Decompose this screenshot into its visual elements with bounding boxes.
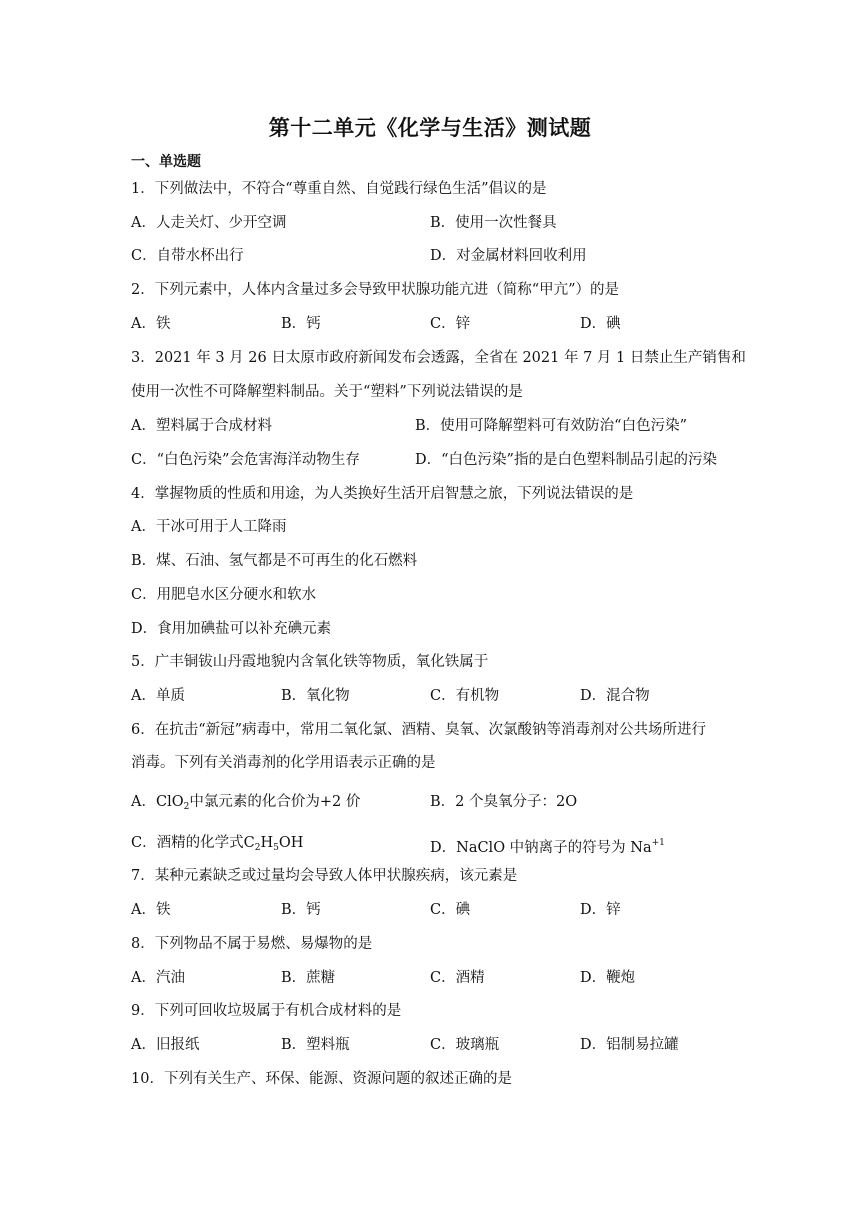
question-8-option-a: A．汽油 bbox=[131, 970, 185, 986]
question-6-stem-line-2: 消毒。下列有关消毒剂的化学用语表示正确的是 bbox=[131, 755, 436, 771]
question-5-option-b: B．氧化物 bbox=[281, 688, 350, 704]
question-7-option-c: C．碘 bbox=[430, 902, 471, 918]
question-6-stem-line-1: 6．在抗击“新冠”病毒中，常用二氧化氯、酒精、臭氧、次氯酸钠等消毒剂对公共场所进行 bbox=[131, 722, 707, 738]
question-9-option-c: C．玻璃瓶 bbox=[430, 1037, 500, 1053]
question-4-option-a: A．干冰可用于人工降雨 bbox=[131, 519, 287, 535]
question-7-option-a: A．铁 bbox=[131, 902, 171, 918]
question-1-option-b: B．使用一次性餐具 bbox=[430, 215, 557, 231]
question-4-option-b: B．煤、石油、氢气都是不可再生的化石燃料 bbox=[131, 553, 418, 569]
question-2-stem: 2．下列元素中，人体内含量过多会导致甲状腺功能亢进（简称“甲亢”）的是 bbox=[131, 282, 620, 298]
question-6-option-c bbox=[131, 833, 303, 858]
question-2-option-a: A．铁 bbox=[131, 316, 171, 332]
question-6-option-a-label: A． bbox=[131, 794, 156, 810]
question-1-option-a: A．人走关灯、少开空调 bbox=[131, 215, 287, 231]
question-8-stem: 8．下列物品不属于易燃、易爆物的是 bbox=[131, 936, 373, 952]
question-9-option-b: B．塑料瓶 bbox=[281, 1037, 350, 1053]
section-heading: 一、单选题 bbox=[131, 154, 201, 170]
question-3-option-d: D．“白色污染”指的是白色塑料制品引起的污染 bbox=[415, 452, 717, 468]
question-7-option-b: B．钙 bbox=[281, 902, 321, 918]
ethanol-formula-c: C bbox=[243, 835, 255, 851]
ethanol-formula-oh: OH bbox=[278, 835, 304, 851]
question-9-option-d: D．铝制易拉罐 bbox=[580, 1037, 679, 1053]
question-9-stem: 9．下列可回收垃圾属于有机合成材料的是 bbox=[131, 1003, 402, 1019]
charge-superscript: +1 bbox=[651, 838, 665, 848]
formula-subscript: 2 bbox=[183, 802, 190, 812]
question-2-option-c: C．锌 bbox=[430, 316, 471, 332]
question-9-option-a: A．旧报纸 bbox=[131, 1037, 200, 1053]
question-3-stem-line-1: 3．2021 年 3 月 26 日太原市政府新闻发布会透露，全省在 2021 年 7 月 1 日禁止生产销售和 bbox=[131, 350, 746, 366]
question-8-option-d: D．鞭炮 bbox=[580, 970, 636, 986]
question-7-stem: 7．某种元素缺乏或过量均会导致人体甲状腺疾病，该元素是 bbox=[131, 868, 518, 884]
question-6-option-d bbox=[430, 833, 665, 858]
chlorine-dioxide-formula: ClO bbox=[155, 794, 184, 810]
question-6-option-a-text: 中氯元素的化合价为+2 价 bbox=[189, 794, 361, 810]
ethanol-formula-h: H bbox=[260, 835, 274, 851]
question-1-stem: 1．下列做法中，不符合“尊重自然、自觉践行绿色生活”倡议的是 bbox=[131, 181, 547, 197]
question-5-option-d: D．混合物 bbox=[580, 688, 650, 704]
question-3-option-b: B．使用可降解塑料可有效防治“白色污染” bbox=[415, 418, 687, 434]
question-4-option-c: C．用肥皂水区分硬水和软水 bbox=[131, 587, 317, 603]
question-8-option-c: C．酒精 bbox=[430, 970, 485, 986]
question-6-option-c-text: C．酒精的化学式 bbox=[131, 835, 244, 851]
question-10-stem: 10．下列有关生产、环保、能源、资源问题的叙述正确的是 bbox=[131, 1071, 512, 1087]
question-5-stem: 5．广丰铜钹山丹霞地貌内含氧化铁等物质，氧化铁属于 bbox=[131, 654, 489, 670]
formula-subscript: 5 bbox=[273, 843, 279, 853]
question-6-option-d-text: D．NaClO 中钠离子的符号为 Na bbox=[430, 840, 652, 856]
question-8-option-b: B．蔗糖 bbox=[281, 970, 336, 986]
question-3-option-a: A．塑料属于合成材料 bbox=[131, 418, 272, 434]
question-6-option-b: B．2 个臭氧分子：2O bbox=[430, 794, 578, 810]
question-7-option-d: D．锌 bbox=[580, 902, 621, 918]
question-1-option-c: C．自带水杯出行 bbox=[131, 248, 244, 264]
question-3-option-c: C．“白色污染”会危害海洋动物生存 bbox=[131, 452, 360, 468]
question-5-option-c: C．有机物 bbox=[430, 688, 500, 704]
question-5-option-a: A．单质 bbox=[131, 688, 185, 704]
page-title: 第十二单元《化学与生活》测试题 bbox=[268, 116, 592, 140]
question-6-option-a bbox=[131, 792, 360, 817]
formula-subscript: 2 bbox=[254, 843, 261, 853]
question-4-stem: 4．掌握物质的性质和用途，为人类换好生活开启智慧之旅，下列说法错误的是 bbox=[131, 486, 634, 502]
question-3-stem-line-2: 使用一次性不可降解塑料制品。关于“塑料”下列说法错误的是 bbox=[131, 384, 523, 400]
question-2-option-d: D．碘 bbox=[580, 316, 621, 332]
question-1-option-d: D．对金属材料回收利用 bbox=[430, 248, 587, 264]
question-4-option-d: D．食用加碘盐可以补充碘元素 bbox=[131, 621, 332, 637]
question-2-option-b: B．钙 bbox=[281, 316, 321, 332]
